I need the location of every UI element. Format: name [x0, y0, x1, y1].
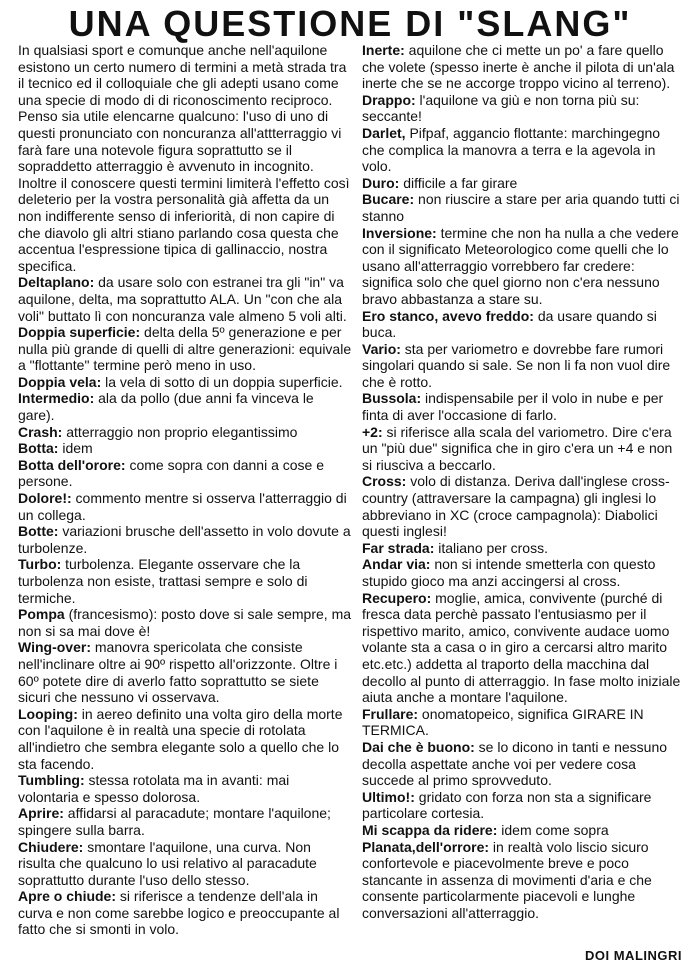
glossary-definition: non si intende smetterla con questo stupido gioco ma anzi accingersi al cross.: [362, 556, 656, 589]
glossary-entry: [362, 706, 684, 739]
glossary-term: Dolore!:: [18, 490, 72, 507]
glossary-definition: (francesismo): posto dove si sale sempre, ma non si sa mai dove è!: [18, 606, 352, 639]
glossary-term: Bucare:: [362, 191, 415, 208]
glossary-term: Drappo:: [362, 91, 416, 108]
glossary-entry: [362, 92, 684, 125]
glossary-definition: variazioni brusche dell'assetto in volo dovute a turbolenze.: [18, 523, 351, 556]
glossary-term: Doppia superficie:: [18, 324, 141, 341]
glossary-definition: italiano per cross.: [434, 539, 548, 556]
glossary-definition: Pifpaf, aggancio flottante: marchingegno che complica la manovra a terra e la agevola in volo.: [362, 124, 661, 175]
glossary-term: Botta dell'orore:: [18, 456, 126, 473]
article-title: UNA QUESTIONE DI "SLANG": [68, 3, 632, 44]
right-glossary-list: [362, 42, 684, 921]
glossary-entry: [18, 606, 352, 639]
glossary-definition: non riuscire a stare per aria quando tutti ci stanno: [362, 191, 680, 224]
glossary-definition: aquilone che ci mette un po' a fare quello che volete (spesso inerte è anche il pilota di un'ala inerte che se ne accorge troppo vicino al terreno).: [362, 42, 675, 92]
glossary-term: Ultimo!:: [362, 788, 415, 805]
glossary-entry: [362, 473, 684, 539]
glossary-entry: [18, 324, 352, 374]
glossary-entry: [18, 457, 352, 490]
glossary-term: +2:: [362, 423, 383, 440]
intro-paragraph: In qualsiasi sport e comunque anche nell'aquilone esistono un certo numero di termini a metà strada tra il tecnico ed il colloquiale che gli adepti usano come una specie di modo di di riconoscimento reciproco. Penso sia utile elencarne qualcuno: l'uso di uno di questi pronunciato con noncuranza all'attterraggio vi farà fare una notevole figura soprattutto se il sopraddetto atterraggio è avvenuto in incognito. Inoltre il conoscere questi termini limiterà l'effetto così deleterio per la vostra personalità già affetta da un non indifferente senso di inferiorità, di non capire di che diavolo gli altri stiano parlando cosa questa che accentua l'espressione tipica di gallinaccio, nostra specifica.: [18, 42, 350, 274]
glossary-entry: [362, 739, 684, 789]
glossary-term: Crash:: [18, 423, 63, 440]
glossary-definition: come sopra con danni a cose e persone.: [18, 456, 325, 490]
glossary-entry: [362, 556, 684, 589]
glossary-term: Bussola:: [362, 390, 422, 407]
glossary-definition: se lo dicono in tanti e nessuno decolla aspettate anche voi per vedere cosa succede al primo sprovveduto.: [362, 738, 668, 789]
glossary-definition: idem: [58, 440, 93, 457]
glossary-definition: ala da pollo (due anni fa vinceva le gare).: [18, 390, 314, 424]
glossary-entry: [362, 822, 684, 839]
glossary-term: Frullare:: [362, 705, 419, 722]
glossary-entry: [18, 424, 352, 441]
glossary-entry: [18, 440, 352, 457]
glossary-definition: atterraggio non proprio elegantissimo: [62, 423, 298, 440]
glossary-entry: [362, 789, 684, 822]
glossary-definition: moglie, amica, convivente (purché di fresca data perchè passato l'entusiasmo per il rispettivo marito, amico, convivente audace uomo volante sta a casa o in giro a cercarsi altro marito etc.etc.) addetta al traporto della macchina dal decollo al punto di atterraggio. In fase molto iniziale aiuta anche a montare l'aquilone.: [362, 589, 681, 706]
glossary-definition: onomatopeico, significa GIRARE IN TERMICA.: [362, 705, 644, 739]
glossary-definition: stessa rotolata ma in avanti: mai volontaria e spesso dolorosa.: [18, 772, 290, 805]
left-glossary-list: [18, 274, 352, 938]
glossary-entry: [362, 225, 684, 308]
glossary-entry: [18, 888, 352, 938]
glossary-definition: delta della 5º generazione e per nulla più grande di quelli di altre generazioni: equivale a "flottante" termine però meno in uso.: [18, 324, 352, 374]
glossary-entry: [18, 274, 352, 324]
glossary-entry: [18, 839, 352, 889]
glossary-definition: in realtà volo liscio sicuro confortevole e piacevolmente breve e poco stancante in assenza di movimenti d'aria e che consente particolarmente piacevoli e lunghe conversazioni all'atterraggio.: [362, 838, 652, 921]
glossary-entry: [18, 639, 352, 705]
glossary-entry: [18, 805, 352, 838]
glossary-definition: l'aquilone va giù e non torna più su: seccante!: [362, 91, 640, 125]
glossary-term: Botte:: [18, 523, 59, 540]
glossary-term: Inerte:: [362, 42, 405, 58]
glossary-entry: [18, 523, 352, 556]
glossary-term: Andar via:: [362, 556, 431, 573]
right-column: [362, 42, 684, 921]
glossary-term: Deltaplano:: [18, 274, 95, 291]
glossary-term: Apre o chiude:: [18, 888, 117, 905]
glossary-definition: commento mentre si osserva l'atterraggio di un collega.: [18, 490, 347, 523]
glossary-term: Aprire:: [18, 805, 64, 822]
glossary-term: Chiudere:: [18, 838, 84, 855]
glossary-definition: sta per variometro e dovrebbe fare rumori singolari quando si sale. Se non li fa non vuol dire che è rotto.: [362, 340, 671, 390]
glossary-term: Recupero:: [362, 589, 432, 606]
glossary-term: Botta:: [18, 440, 59, 457]
glossary-term: Looping:: [18, 705, 78, 722]
glossary-entry: [362, 125, 684, 175]
glossary-definition: indispensabile per il volo in nube e per finta di aver l'occasione di farlo.: [362, 390, 664, 424]
glossary-definition: turbolenza. Elegante osservare che la turbolenza non esiste, trattasi sempre e solo di termiche.: [18, 556, 308, 606]
glossary-entry: [362, 308, 684, 341]
glossary-entry: [18, 706, 352, 772]
glossary-entry: [18, 374, 352, 391]
glossary-entry: [362, 390, 684, 423]
glossary-entry: [362, 540, 684, 557]
glossary-term: Pompa: [18, 606, 65, 623]
glossary-entry: [362, 175, 684, 192]
glossary-entry: [362, 341, 684, 391]
glossary-entry: [18, 556, 352, 606]
glossary-definition: smontare l'aquilone, una curva. Non risulta che qualcuno lo usi relativo al paracadute soprattutto durante l'uso dello stesso.: [18, 838, 317, 888]
glossary-definition: difficile a far girare: [399, 174, 518, 191]
glossary-term: Far strada:: [362, 539, 435, 556]
glossary-definition: si riferisce alla scala del variometro. Dire c'era un "più due" significa che in giro c'era un +4 e non si riusciva a beccarlo.: [362, 423, 673, 473]
glossary-term: Darlet,: [362, 124, 406, 141]
glossary-definition: termine che non ha nulla a che vedere con il significato Meteorologico come quelli che lo usano all'atterraggio vorrebbero far credere: significa solo che quel giorno non c'era nessuno bravo abbastanza a stare su.: [362, 224, 679, 307]
glossary-term: Duro:: [362, 174, 400, 191]
glossary-entry: [362, 42, 684, 92]
glossary-definition: volo di distanza. Deriva dall'inglese cross-country (attraversare la campagna) gli inglesi lo abbreviano in XC (croce campagnola): Diabolici questi inglesi!: [362, 473, 670, 540]
glossary-definition: la vela di sotto di un doppia superficie.: [101, 373, 343, 390]
author-signature: DOI MALINGRI: [585, 948, 682, 963]
glossary-entry: [362, 191, 684, 224]
glossary-definition: da usare solo con estranei tra gli "in" va aquilone, delta, ma soprattutto ALA. Un "con che ala voli" buttato lì con noncuranza vale almeno 5 voli alti.: [18, 274, 347, 324]
glossary-term: Intermedio:: [18, 390, 95, 407]
glossary-term: Ero stanco, avevo freddo:: [362, 307, 534, 324]
glossary-term: Cross:: [362, 473, 407, 490]
glossary-term: Tumbling:: [18, 772, 85, 789]
glossary-definition: si riferisce a tendenze dell'ala in curva e non come sarebbe logico e preoccupante al fatto che si smonti in volo.: [18, 888, 340, 938]
glossary-definition: affidarsi al paracadute; montare l'aquilone; spingere sulla barra.: [18, 805, 331, 838]
glossary-entry: [18, 772, 352, 805]
glossary-term: Mi scappa da ridere:: [362, 821, 498, 838]
glossary-entry: [18, 490, 352, 523]
glossary-term: Turbo:: [18, 556, 62, 573]
glossary-entry: [362, 424, 684, 474]
glossary-entry: [18, 390, 352, 423]
glossary-definition: idem come sopra: [497, 821, 609, 838]
glossary-definition: gridato con forza non sta a significare particolare cortesia.: [362, 788, 652, 822]
glossary-term: Doppia vela:: [18, 373, 102, 390]
glossary-entry: [362, 839, 684, 922]
glossary-term: Vario:: [362, 340, 401, 357]
glossary-entry: [362, 590, 684, 706]
left-column: [18, 42, 352, 938]
glossary-definition: manovra spericolata che consiste nell'inclinare oltre ai 90º rispetto all'orizzonte. Oltre i 60º potete dire di averlo fatto soprattutto se siete sicuri che nessuno vi osservava.: [18, 639, 338, 706]
glossary-term: Inversione:: [362, 224, 437, 241]
glossary-definition: in aereo definito una volta giro della morte con l'aquilone è in realtà una specie di rotolata all'indietro che sembra elegante solo a quello che lo sta facendo.: [18, 705, 343, 772]
glossary-term: Wing-over:: [18, 639, 91, 656]
glossary-definition: da usare quando si buca.: [362, 307, 657, 341]
glossary-term: Planata,dell'orrore:: [362, 838, 490, 855]
glossary-term: Dai che è buono:: [362, 738, 475, 755]
